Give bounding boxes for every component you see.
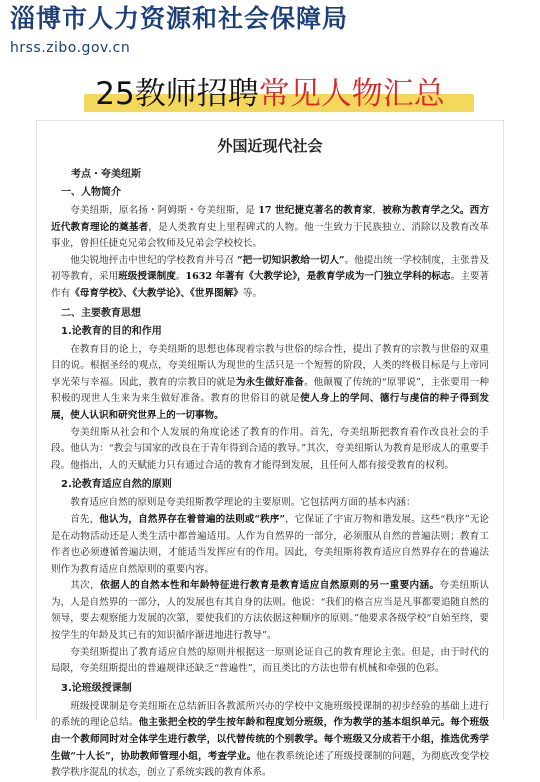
nature-paragraph bbox=[51, 645, 489, 678]
body-text: 夸美纽斯，原名扬・阿姆斯・夸美纽斯，是 bbox=[70, 205, 259, 216]
emphasis-text: 17 世纪捷克著名的教育家 bbox=[258, 205, 373, 216]
emphasis-text: 依据人的自然本性和年龄特征进行教育是教育适应自然原则的另一重要内涵。 bbox=[100, 580, 440, 592]
body-text: ， bbox=[372, 205, 383, 216]
nature-paragraph bbox=[51, 495, 489, 512]
body-text: 首先， bbox=[70, 513, 100, 525]
emphasis-text: 为永生做好准备 bbox=[235, 376, 304, 388]
emphasis-text: 被称为教育学之父。西方近代教育理论的奠基者 bbox=[51, 205, 489, 233]
intro-paragraph bbox=[51, 253, 489, 303]
body-text: 夸美纽斯提出了教育适应自然的原则并根据这一原则论证自己的教育理论主张。但是，由于时代的局限，夸美纽斯提出的普遍规律还缺乏“普遍性”，而且类比的方法也带有机械和牵强的色彩。 bbox=[51, 646, 489, 675]
exam-point-heading: 考点・夸美纽斯 bbox=[71, 169, 141, 180]
agency-url: hrss.zibo.gov.cn bbox=[10, 40, 131, 56]
body-text: 。他颠覆了传统的“原罪说”，主张要用一种积极的现世人生来为来生做好准备。教育的世俗目的就是 bbox=[51, 376, 490, 405]
class-system-paragraph bbox=[51, 699, 489, 782]
banner-title-part1: 25教师招聘 bbox=[95, 76, 259, 112]
body-text: 。他提出统一学校制度，主张普及初等教育，采用 bbox=[51, 254, 489, 283]
body-text: 。 bbox=[175, 271, 186, 283]
subsection-heading-class: 3.论班级授课制 bbox=[61, 682, 132, 694]
document-page bbox=[36, 120, 504, 779]
body-text: 等。 bbox=[242, 287, 263, 299]
body-text: 他尖锐地抨击中世纪的学校教育并号召 bbox=[70, 254, 238, 266]
subsection-heading-purpose: 1.论教育的目的和作用 bbox=[61, 325, 162, 337]
body-text: 夸美纽斯从社会和个人发展的角度论述了教育的作用。首先，夸美纽斯把教育看作改良社会的手段。他认为：“教会与国家的改良在于青年得到合适的教导。”其次，夸美纽斯认为教育是形成人的重要手段。他指出，人的天赋能力只有通过合适的教育才能得到发展，且任何人都有接受教育的权利。 bbox=[51, 426, 489, 471]
banner-title bbox=[60, 74, 480, 114]
body-text: ，是人类教育史上里程碑式的人物。他一生致力于民族独立、消除以及教育改革事业，曾担任捷克兄弟会牧师及兄弟会学校校长。 bbox=[51, 221, 490, 250]
body-text: 教育适应自然的原则是夸美纽斯教学理论的主要原则。它包括两方面的基本内涵： bbox=[70, 497, 416, 509]
emphasis-text: 使人身上的学问、德行与虔信的种子得到发展，使人认识和研究世界上的一切事物。 bbox=[51, 393, 490, 421]
body-text: 。主要著作有 bbox=[51, 271, 490, 299]
site-header bbox=[10, 4, 530, 56]
body-text: ，它保证了宇宙万物和谐发展。这些“秩序”无论是在动物活动还是人类生活中都普遍适用。人作为自然界的一部分，必须服从自然的普遍法则；教育工作者也必须遵循普遍法则，才能适当发挥应有的作用。因此，夸美纽斯将教育适应自然界存在的普遍法则作为教育适应自然原则的重要内容。 bbox=[51, 513, 490, 575]
emphasis-text: “把一切知识教给一切人” bbox=[237, 254, 345, 266]
purpose-paragraph bbox=[51, 342, 489, 425]
emphasis-text: 1632 年著有《大教学论》，是教育学成为一门独立学科的标志 bbox=[185, 271, 451, 283]
body-text: 其次， bbox=[70, 580, 101, 592]
nature-paragraph bbox=[51, 578, 489, 644]
section-heading-thought: 二、主要教育思想 bbox=[61, 307, 141, 319]
body-text: 他在教系统论述了班级授课制的问题，为彻底改变学校教学秩序混乱的状态，创立了系统实践的教育体系。 bbox=[51, 750, 489, 779]
purpose-paragraph bbox=[51, 425, 489, 475]
banner-title-part2: 常见人物汇总 bbox=[258, 76, 445, 112]
body-text: 在教育目的论上，夸美纽斯的思想也体现着宗教与世俗的综合性，提出了教育的宗教与世俗的双重目的说。根据圣经的观点，夸美纽斯认为现世的生活只是一个短暂的阶段，人类的终极目标是与上帝同享光荣与幸福。因此，教育的宗教目的就是 bbox=[51, 343, 489, 388]
emphasis-text: 班级授课制度 bbox=[118, 271, 176, 283]
section-heading-intro: 一、人物简介 bbox=[61, 187, 121, 198]
body-text: 班级授课制是夸美纽斯在总结新旧各教派所兴办的学校中文施班级授课制的初步经验的基础上进行的系统的理论总结。 bbox=[51, 700, 489, 729]
emphasis-text: 他主张把全校的学生按年龄和程度划分班级，作为教学的基本组织单元。每个班级由一个教师同时对全体学生进行教学，以代替传统的个别教学。每个班级又分成若干小组，推选优秀学生做“十人长”，协助教师管理小组，考查学业。 bbox=[51, 717, 490, 762]
emphasis-text: 他认为，自然界存在着普遍的法则或“秩序” bbox=[99, 513, 286, 525]
subsection-heading-nature: 2.论教育适应自然的原则 bbox=[61, 479, 172, 491]
body-text: 夸美纽斯认为，人是自然界的一部分，人的发展也有其自身的法则。他说：“我们的格言应当是凡事都要追随自然的领导，要去观察能力发展的次第，要使我们的方法依据这种顺序的原则。”他要求各级学校“自始至终，要按学生的年龄及其已有的知识循序渐进地进行教导”。 bbox=[51, 580, 490, 642]
emphasis-text: 《母育学校》、《大教学论》、《世界图解》 bbox=[70, 287, 243, 299]
intro-paragraph bbox=[51, 203, 489, 253]
document-title: 外国近现代社会 bbox=[217, 137, 323, 155]
article-banner bbox=[60, 70, 480, 120]
nature-paragraph bbox=[51, 512, 489, 578]
agency-name: 淄博市人力资源和社会保障局 bbox=[10, 4, 349, 33]
